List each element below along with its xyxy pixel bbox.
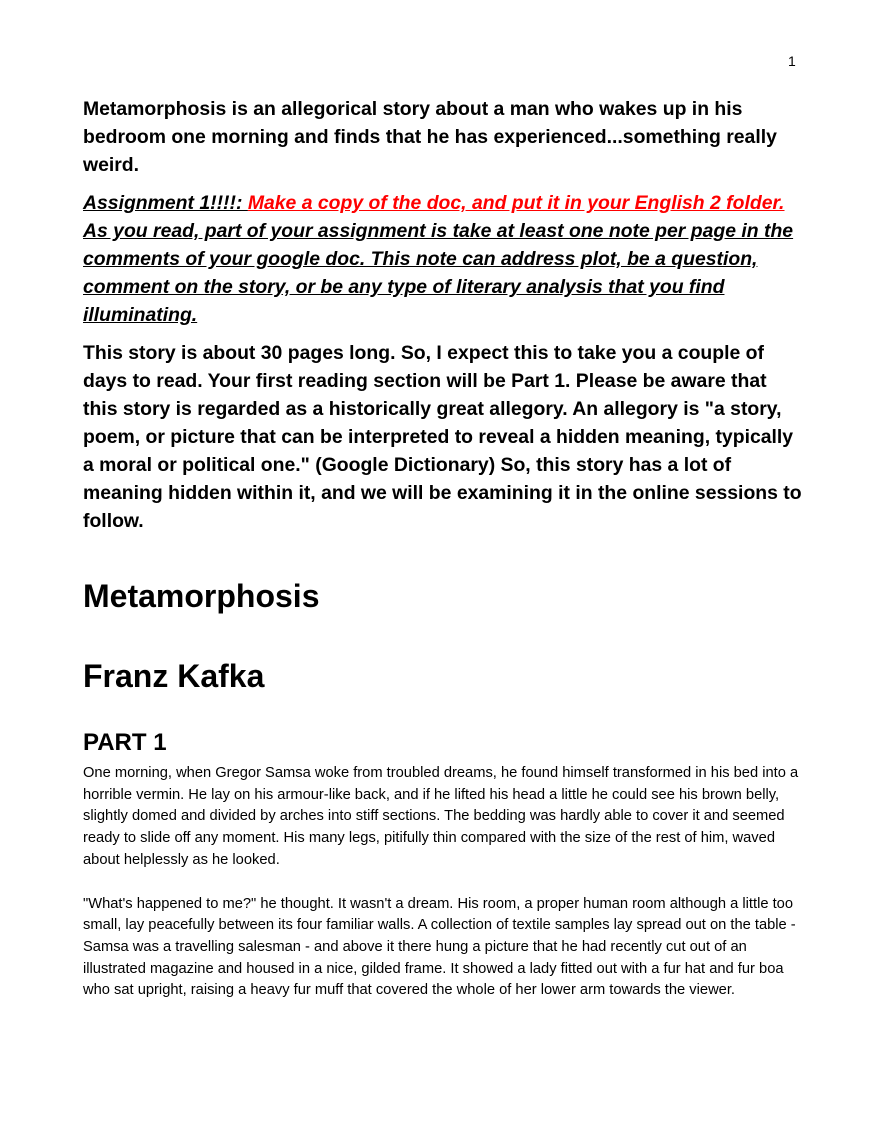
assignment-highlight: Make a copy of the doc, and put it in your English 2 folder.	[247, 192, 785, 214]
assignment-instructions: As you read, part of your assignment is take at least one note per page in the comments of your google doc. This note can address plot, be a question, comment on the story, or be any type of literary analysis that you find illuminating.	[83, 220, 794, 326]
intro-paragraph: Metamorphosis is an allegorical story about a man who wakes up in his bedroom one morning and finds that he has experienced...something really weird.	[83, 98, 777, 176]
assignment-paragraph	[83, 189, 803, 329]
page-number: 1	[788, 53, 796, 69]
assignment-label: Assignment 1!!!!:	[83, 192, 248, 214]
document-body	[83, 95, 803, 1002]
book-author: Franz Kafka	[83, 658, 265, 694]
explanation-paragraph: This story is about 30 pages long. So, I expect this to take you a couple of days to read. Your first reading section will be Part 1. Please be aware that this story is regarded as a historically great allegory. An allegory is "a story, poem, or picture that can be interpreted to reveal a hidden meaning, typically a moral or political one." (Google Dictionary) So, this story has a lot of meaning hidden within it, and we will be examining it in the online sessions to follow.	[83, 342, 802, 532]
story-paragraph: "What's happened to me?" he thought. It wasn't a dream. His room, a proper human room although a little too small, lay peacefully between its four familiar walls. A collection of textile samples lay spread out on the table - Samsa was a travelling salesman - and above it there hung a picture that he had recently cut out of an illustrated magazine and housed in a nice, gilded frame. It showed a lady fitted out with a fur hat and fur boa who sat upright, raising a heavy fur muff that covered the whole of her lower arm towards the viewer.	[83, 895, 796, 999]
part-heading: PART 1	[83, 729, 167, 756]
book-title: Metamorphosis	[83, 578, 320, 614]
story-text	[83, 763, 803, 1002]
story-paragraph: One morning, when Gregor Samsa woke from troubled dreams, he found himself transformed in his bed into a horrible vermin. He lay on his armour-like back, and if he lifted his head a little he could see his brown belly, slightly domed and divided by arches into stiff sections. The bedding was hardly able to cover it and seemed ready to slide off any moment. His many legs, pitifully thin compared with the size of the rest of him, waved about helplessly as he looked.	[83, 765, 799, 868]
